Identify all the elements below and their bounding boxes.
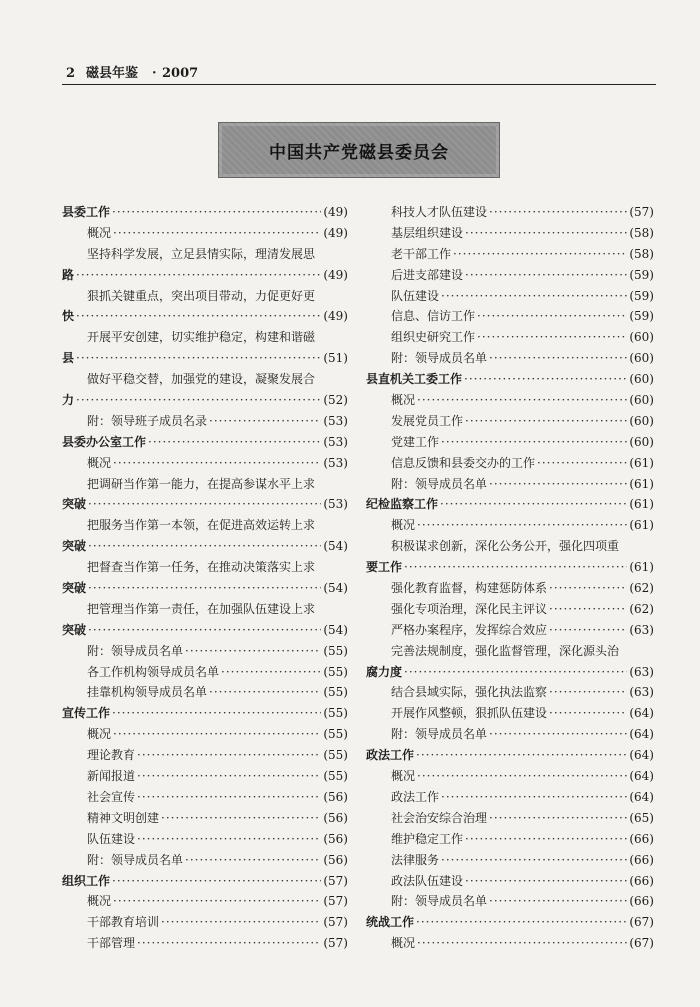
toc-leader-dots	[549, 620, 627, 641]
toc-leader-dots	[88, 578, 321, 599]
toc-entry-heading[interactable]	[62, 578, 348, 599]
toc-leader-dots	[185, 641, 321, 662]
toc-entry-title: 基层组织建设	[391, 225, 464, 240]
toc-entry-title: 概况	[87, 225, 112, 240]
toc-column-right	[366, 202, 654, 954]
toc-leader-dots	[404, 662, 627, 683]
toc-entry[interactable]	[366, 620, 654, 641]
page-number: 2	[66, 66, 76, 81]
toc-page-ref: (64)	[629, 727, 654, 742]
toc-entry-title: 狠抓关键重点，突出项目带动，力促更好更	[87, 288, 316, 303]
toc-leader-dots	[465, 223, 627, 244]
toc-leader-dots	[161, 912, 321, 933]
toc-page-ref: (66)	[629, 873, 654, 888]
toc-entry[interactable]	[62, 244, 348, 265]
toc-page-ref: (59)	[629, 267, 654, 282]
toc-page-ref: (63)	[629, 664, 654, 679]
toc-page-ref: (57)	[629, 205, 654, 219]
toc-leader-dots	[489, 202, 627, 223]
toc-entry-title: 各工作机构领导成员名单	[87, 664, 220, 679]
toc-entry-title: 队伍建设	[391, 288, 440, 303]
toc-page-ref: (60)	[629, 434, 654, 449]
toc-entry[interactable]	[62, 411, 348, 432]
toc-leader-dots	[221, 662, 321, 683]
toc-page-ref: (60)	[629, 413, 654, 428]
toc-entry[interactable]	[366, 306, 654, 327]
toc-entry-title: 把督查当作第一任务，在推动决策落实上求	[87, 560, 316, 575]
toc-entry[interactable]	[62, 474, 348, 495]
toc-entry[interactable]	[366, 348, 654, 369]
toc-page-ref: (54)	[323, 622, 348, 637]
toc-leader-dots	[549, 599, 627, 620]
toc-page-ref: (66)	[629, 831, 654, 846]
toc-page-ref: (53)	[323, 455, 348, 470]
toc-entry[interactable]	[366, 536, 654, 557]
toc-page-ref: (56)	[323, 831, 348, 846]
toc-page-ref: (49)	[323, 205, 348, 219]
toc-entry-title: 县委办公室工作	[62, 434, 147, 449]
toc-entry-heading[interactable]	[366, 557, 654, 578]
toc-entry[interactable]	[366, 933, 654, 954]
toc-page-ref: (61)	[629, 497, 654, 512]
toc-leader-dots	[76, 348, 321, 369]
toc-entry-title: 附：领导成员名单	[87, 643, 184, 658]
toc-entry-title: 附：领导成员名单	[391, 476, 488, 491]
toc-entry-title: 组织工作	[62, 873, 111, 888]
toc-entry-title: 突破	[62, 622, 87, 637]
toc-entry-title: 党建工作	[391, 434, 440, 449]
toc-leader-dots	[549, 703, 627, 724]
toc-leader-dots	[112, 202, 321, 223]
toc-leader-dots	[549, 682, 627, 703]
toc-page-ref: (55)	[323, 769, 348, 784]
toc-entry[interactable]	[366, 703, 654, 724]
toc-entry-title: 结合县域实际，强化执法监察	[391, 685, 548, 700]
toc-entry-heading[interactable]	[62, 536, 348, 557]
toc-entry-title: 开展平安创建，切实维护稳定，构建和谐磁	[87, 330, 316, 345]
toc-entry-title: 完善法规制度，强化监督管理，深化源头治	[391, 643, 620, 658]
toc-leader-dots	[465, 871, 627, 892]
toc-column-left	[62, 202, 348, 954]
toc-leader-dots	[137, 787, 321, 808]
toc-leader-dots	[148, 432, 321, 453]
toc-entry-title: 县直机关工委工作	[366, 372, 463, 387]
toc-leader-dots	[137, 933, 321, 954]
toc-page-ref: (56)	[323, 789, 348, 804]
toc-entry-title: 法律服务	[391, 852, 440, 867]
toc-leader-dots	[113, 724, 321, 745]
toc-entry-title: 县	[62, 351, 75, 366]
toc-entry[interactable]	[62, 724, 348, 745]
toc-entry-title: 理论教育	[87, 748, 136, 763]
book-year: 2007	[162, 66, 199, 81]
toc-entry[interactable]	[366, 327, 654, 348]
toc-entry-heading[interactable]	[62, 265, 348, 286]
toc-entry-title: 政法工作	[366, 748, 415, 763]
toc-entry[interactable]	[366, 850, 654, 871]
toc-leader-dots	[417, 515, 627, 536]
toc-entry[interactable]	[366, 682, 654, 703]
toc-entry[interactable]	[62, 745, 348, 766]
toc-entry-title: 突破	[62, 497, 87, 512]
toc-entry-title: 概况	[87, 894, 112, 909]
toc-entry-title: 宣传工作	[62, 706, 111, 721]
toc-entry[interactable]	[366, 411, 654, 432]
toc-page-ref: (66)	[629, 894, 654, 909]
toc-entry[interactable]	[366, 453, 654, 474]
toc-leader-dots	[209, 682, 321, 703]
toc-page-ref: (51)	[323, 351, 348, 366]
toc-entry[interactable]	[366, 787, 654, 808]
toc-entry-title: 腐力度	[366, 664, 403, 679]
toc-page-ref: (58)	[629, 246, 654, 261]
toc-leader-dots	[477, 327, 627, 348]
toc-entry-title: 新闻报道	[87, 769, 136, 784]
toc-page-ref: (58)	[629, 225, 654, 240]
toc-entry-title: 概况	[391, 393, 416, 408]
toc-leader-dots	[76, 306, 321, 327]
toc-page-ref: (49)	[323, 267, 348, 282]
toc-entry[interactable]	[366, 891, 654, 912]
toc-page-ref: (56)	[323, 810, 348, 825]
toc-page-ref: (57)	[323, 915, 348, 930]
toc-entry[interactable]	[62, 662, 348, 683]
toc-entry[interactable]	[366, 390, 654, 411]
toc-entry-title: 干部管理	[87, 936, 136, 951]
toc-entry-title: 把调研当作第一能力，在提高参谋水平上求	[87, 476, 316, 491]
toc-entry-title: 快	[62, 309, 75, 324]
toc-leader-dots	[76, 390, 321, 411]
toc-page-ref: (64)	[629, 769, 654, 784]
toc-entry-heading[interactable]	[366, 369, 654, 390]
toc-entry-heading[interactable]	[366, 494, 654, 515]
toc-entry-title: 力	[62, 393, 75, 408]
toc-leader-dots	[464, 369, 627, 390]
toc-entry-title: 精神文明创建	[87, 810, 160, 825]
toc-entry[interactable]	[62, 223, 348, 244]
toc-entry-title: 概况	[391, 936, 416, 951]
toc-leader-dots	[489, 891, 627, 912]
toc-leader-dots	[453, 244, 627, 265]
toc-leader-dots	[441, 787, 627, 808]
toc-page-ref: (55)	[323, 706, 348, 721]
toc-page-ref: (53)	[323, 413, 348, 428]
toc-entry[interactable]	[62, 327, 348, 348]
toc-leader-dots	[549, 578, 627, 599]
toc-page-ref: (66)	[629, 852, 654, 867]
toc-entry-title: 后进支部建设	[391, 267, 464, 282]
toc-leader-dots	[137, 745, 321, 766]
book-title: 磁县年鉴	[86, 66, 139, 81]
toc-leader-dots	[113, 223, 321, 244]
toc-entry-title: 队伍建设	[87, 831, 136, 846]
toc-page-ref: (67)	[629, 915, 654, 930]
toc-leader-dots	[416, 745, 627, 766]
toc-entry[interactable]	[366, 286, 654, 307]
toc-entry-title: 组织史研究工作	[391, 330, 476, 345]
toc-entry[interactable]	[62, 286, 348, 307]
toc-page-ref: (60)	[629, 393, 654, 408]
toc-leader-dots	[76, 265, 321, 286]
toc-entry-heading[interactable]	[62, 432, 348, 453]
toc-entry-title: 纪检监察工作	[366, 497, 439, 512]
toc-page-ref: (62)	[629, 581, 654, 596]
toc-entry-heading[interactable]	[62, 620, 348, 641]
toc-entry[interactable]	[62, 766, 348, 787]
toc-entry-title: 概况	[87, 455, 112, 470]
toc-entry-title: 附：领导成员名单	[391, 894, 488, 909]
toc-page-ref: (60)	[629, 330, 654, 345]
toc-page-ref: (54)	[323, 581, 348, 596]
toc-leader-dots	[137, 829, 321, 850]
toc-entry-title: 政法队伍建设	[391, 873, 464, 888]
toc-page-ref: (55)	[323, 643, 348, 658]
toc-entry-title: 附：领导成员名单	[87, 852, 184, 867]
toc-page-ref: (57)	[323, 936, 348, 951]
toc-entry[interactable]	[366, 515, 654, 536]
toc-entry[interactable]	[366, 578, 654, 599]
toc-entry-heading[interactable]	[62, 390, 348, 411]
toc-entry-title: 强化专项治理，深化民主评议	[391, 601, 548, 616]
toc-entry-title: 社会宣传	[87, 789, 136, 804]
toc-entry-title: 严格办案程序，发挥综合效应	[391, 622, 548, 637]
toc-entry[interactable]	[62, 787, 348, 808]
toc-entry-title: 概况	[87, 727, 112, 742]
toc-entry-title: 概况	[391, 769, 416, 784]
toc-page-ref: (65)	[629, 810, 654, 825]
toc-leader-dots	[113, 453, 321, 474]
toc-entry-title: 附：领导成员名单	[391, 727, 488, 742]
toc-page-ref: (55)	[323, 664, 348, 679]
toc-entry[interactable]	[62, 369, 348, 390]
toc-entry-title: 挂靠机构领导成员名单	[87, 685, 208, 700]
toc-entry[interactable]	[366, 871, 654, 892]
toc-page-ref: (67)	[629, 936, 654, 951]
toc-entry[interactable]	[366, 244, 654, 265]
toc-leader-dots	[113, 891, 321, 912]
toc-entry-heading[interactable]	[366, 912, 654, 933]
toc-page-ref: (63)	[629, 685, 654, 700]
toc-entry-title: 概况	[391, 518, 416, 533]
toc-page-ref: (59)	[629, 288, 654, 303]
toc-page-ref: (61)	[629, 560, 654, 575]
toc-leader-dots	[112, 703, 321, 724]
toc-leader-dots	[441, 850, 627, 871]
toc-leader-dots	[88, 620, 321, 641]
toc-entry-heading[interactable]	[366, 745, 654, 766]
toc-leader-dots	[465, 411, 627, 432]
toc-entry-heading[interactable]	[62, 202, 348, 223]
toc-entry-title: 信息反馈和县委交办的工作	[391, 455, 536, 470]
toc-leader-dots	[112, 871, 321, 892]
toc-entry[interactable]	[62, 599, 348, 620]
toc-entry-heading[interactable]	[62, 871, 348, 892]
toc-page-ref: (59)	[629, 309, 654, 324]
toc-leader-dots	[465, 265, 627, 286]
toc-entry[interactable]	[366, 808, 654, 829]
toc-entry-title: 信息、信访工作	[391, 309, 476, 324]
toc-entry-title: 突破	[62, 581, 87, 596]
toc-page-ref: (55)	[323, 727, 348, 742]
toc-leader-dots	[489, 724, 627, 745]
toc-entry[interactable]	[62, 808, 348, 829]
toc-leader-dots	[161, 808, 321, 829]
toc-page-ref: (57)	[323, 873, 348, 888]
toc-leader-dots	[137, 766, 321, 787]
toc-leader-dots	[537, 453, 627, 474]
toc-entry[interactable]	[62, 891, 348, 912]
toc-entry[interactable]	[62, 933, 348, 954]
toc-entry-title: 干部教育培训	[87, 915, 160, 930]
toc-page-ref: (56)	[323, 852, 348, 867]
toc-entry-heading[interactable]	[366, 662, 654, 683]
toc-entry-title: 把服务当作第一本领，在促进高效运转上求	[87, 518, 316, 533]
toc-entry-title: 县委工作	[62, 205, 111, 219]
toc-leader-dots	[440, 494, 627, 515]
toc-page-ref: (49)	[323, 225, 348, 240]
toc-entry[interactable]	[62, 850, 348, 871]
toc-page-ref: (60)	[629, 351, 654, 366]
toc-leader-dots	[416, 912, 627, 933]
toc-entry[interactable]	[62, 682, 348, 703]
toc-leader-dots	[489, 474, 627, 495]
toc-entry-title: 开展作风整顿，狠抓队伍建设	[391, 706, 548, 721]
toc-page-ref: (60)	[629, 372, 654, 387]
toc-page-ref: (49)	[323, 309, 348, 324]
toc-leader-dots	[88, 494, 321, 515]
toc-page-ref: (64)	[629, 789, 654, 804]
toc-entry[interactable]	[366, 766, 654, 787]
toc-entry[interactable]	[366, 829, 654, 850]
toc-page-ref: (57)	[323, 894, 348, 909]
toc-page-ref: (55)	[323, 748, 348, 763]
toc-page-ref: (53)	[323, 434, 348, 449]
toc-entry[interactable]	[366, 432, 654, 453]
toc-entry-title: 坚持科学发展，立足县情实际，理清发展思	[87, 246, 316, 261]
toc-entry[interactable]	[62, 557, 348, 578]
toc-entry-title: 社会治安综合治理	[391, 810, 488, 825]
section-banner: 中国共产党磁县委员会	[218, 122, 500, 178]
toc-entry-title: 积极谋求创新，深化公务公开，强化四项重	[391, 539, 620, 554]
toc-page-ref: (62)	[629, 601, 654, 616]
toc-entry-heading[interactable]	[62, 703, 348, 724]
toc-entry[interactable]	[366, 474, 654, 495]
toc-leader-dots	[489, 348, 627, 369]
toc-entry[interactable]	[366, 223, 654, 244]
toc-entry-title: 强化教育监督，构建惩防体系	[391, 581, 548, 596]
toc-entry[interactable]	[366, 265, 654, 286]
toc-entry[interactable]	[366, 599, 654, 620]
toc-page-ref: (52)	[323, 393, 348, 408]
toc-entry-title: 统战工作	[366, 915, 415, 930]
toc-entry-title: 要工作	[366, 560, 403, 575]
toc-entry-title: 老干部工作	[391, 246, 452, 261]
toc-page-ref: (55)	[323, 685, 348, 700]
running-header	[62, 62, 656, 85]
toc-leader-dots	[465, 829, 627, 850]
toc-entry[interactable]	[366, 724, 654, 745]
toc-leader-dots	[489, 808, 627, 829]
toc-entry[interactable]	[62, 515, 348, 536]
toc-leader-dots	[417, 390, 627, 411]
toc-page-ref: (54)	[323, 539, 348, 554]
toc-entry-title: 路	[62, 267, 75, 282]
toc-leader-dots	[185, 850, 321, 871]
toc-entry-heading[interactable]	[62, 306, 348, 327]
toc-entry[interactable]	[62, 641, 348, 662]
toc-leader-dots	[441, 286, 627, 307]
toc-page-ref: (53)	[323, 497, 348, 512]
toc-entry-title: 发展党员工作	[391, 413, 464, 428]
toc-entry-title: 做好平稳交替，加强党的建设，凝聚发展合	[87, 372, 316, 387]
header-separator: ·	[152, 66, 157, 81]
toc-leader-dots	[441, 432, 627, 453]
toc-leader-dots	[417, 933, 627, 954]
toc-page-ref: (64)	[629, 748, 654, 763]
toc-leader-dots	[209, 411, 321, 432]
toc-entry[interactable]	[62, 912, 348, 933]
toc-entry[interactable]	[62, 453, 348, 474]
toc-leader-dots	[88, 536, 321, 557]
toc-entry-title: 附：领导班子成员名录	[87, 413, 208, 428]
toc-entry[interactable]	[366, 202, 654, 223]
toc-page-ref: (63)	[629, 622, 654, 637]
toc-entry-title: 政法工作	[391, 789, 440, 804]
toc-entry-title: 附：领导成员名单	[391, 351, 488, 366]
toc-entry-title: 突破	[62, 539, 87, 554]
toc-entry-title: 把管理当作第一责任，在加强队伍建设上求	[87, 601, 316, 616]
toc-entry[interactable]	[62, 829, 348, 850]
toc-entry[interactable]	[366, 641, 654, 662]
toc-page-ref: (64)	[629, 706, 654, 721]
toc-entry-title: 科技人才队伍建设	[391, 205, 488, 219]
toc-leader-dots	[417, 766, 627, 787]
toc-page-ref: (61)	[629, 518, 654, 533]
toc-leader-dots	[477, 306, 627, 327]
toc-entry-heading[interactable]	[62, 494, 348, 515]
toc-entry-title: 维护稳定工作	[391, 831, 464, 846]
toc-page-ref: (61)	[629, 455, 654, 470]
toc-leader-dots	[404, 557, 627, 578]
toc-page-ref: (61)	[629, 476, 654, 491]
toc-entry-heading[interactable]	[62, 348, 348, 369]
